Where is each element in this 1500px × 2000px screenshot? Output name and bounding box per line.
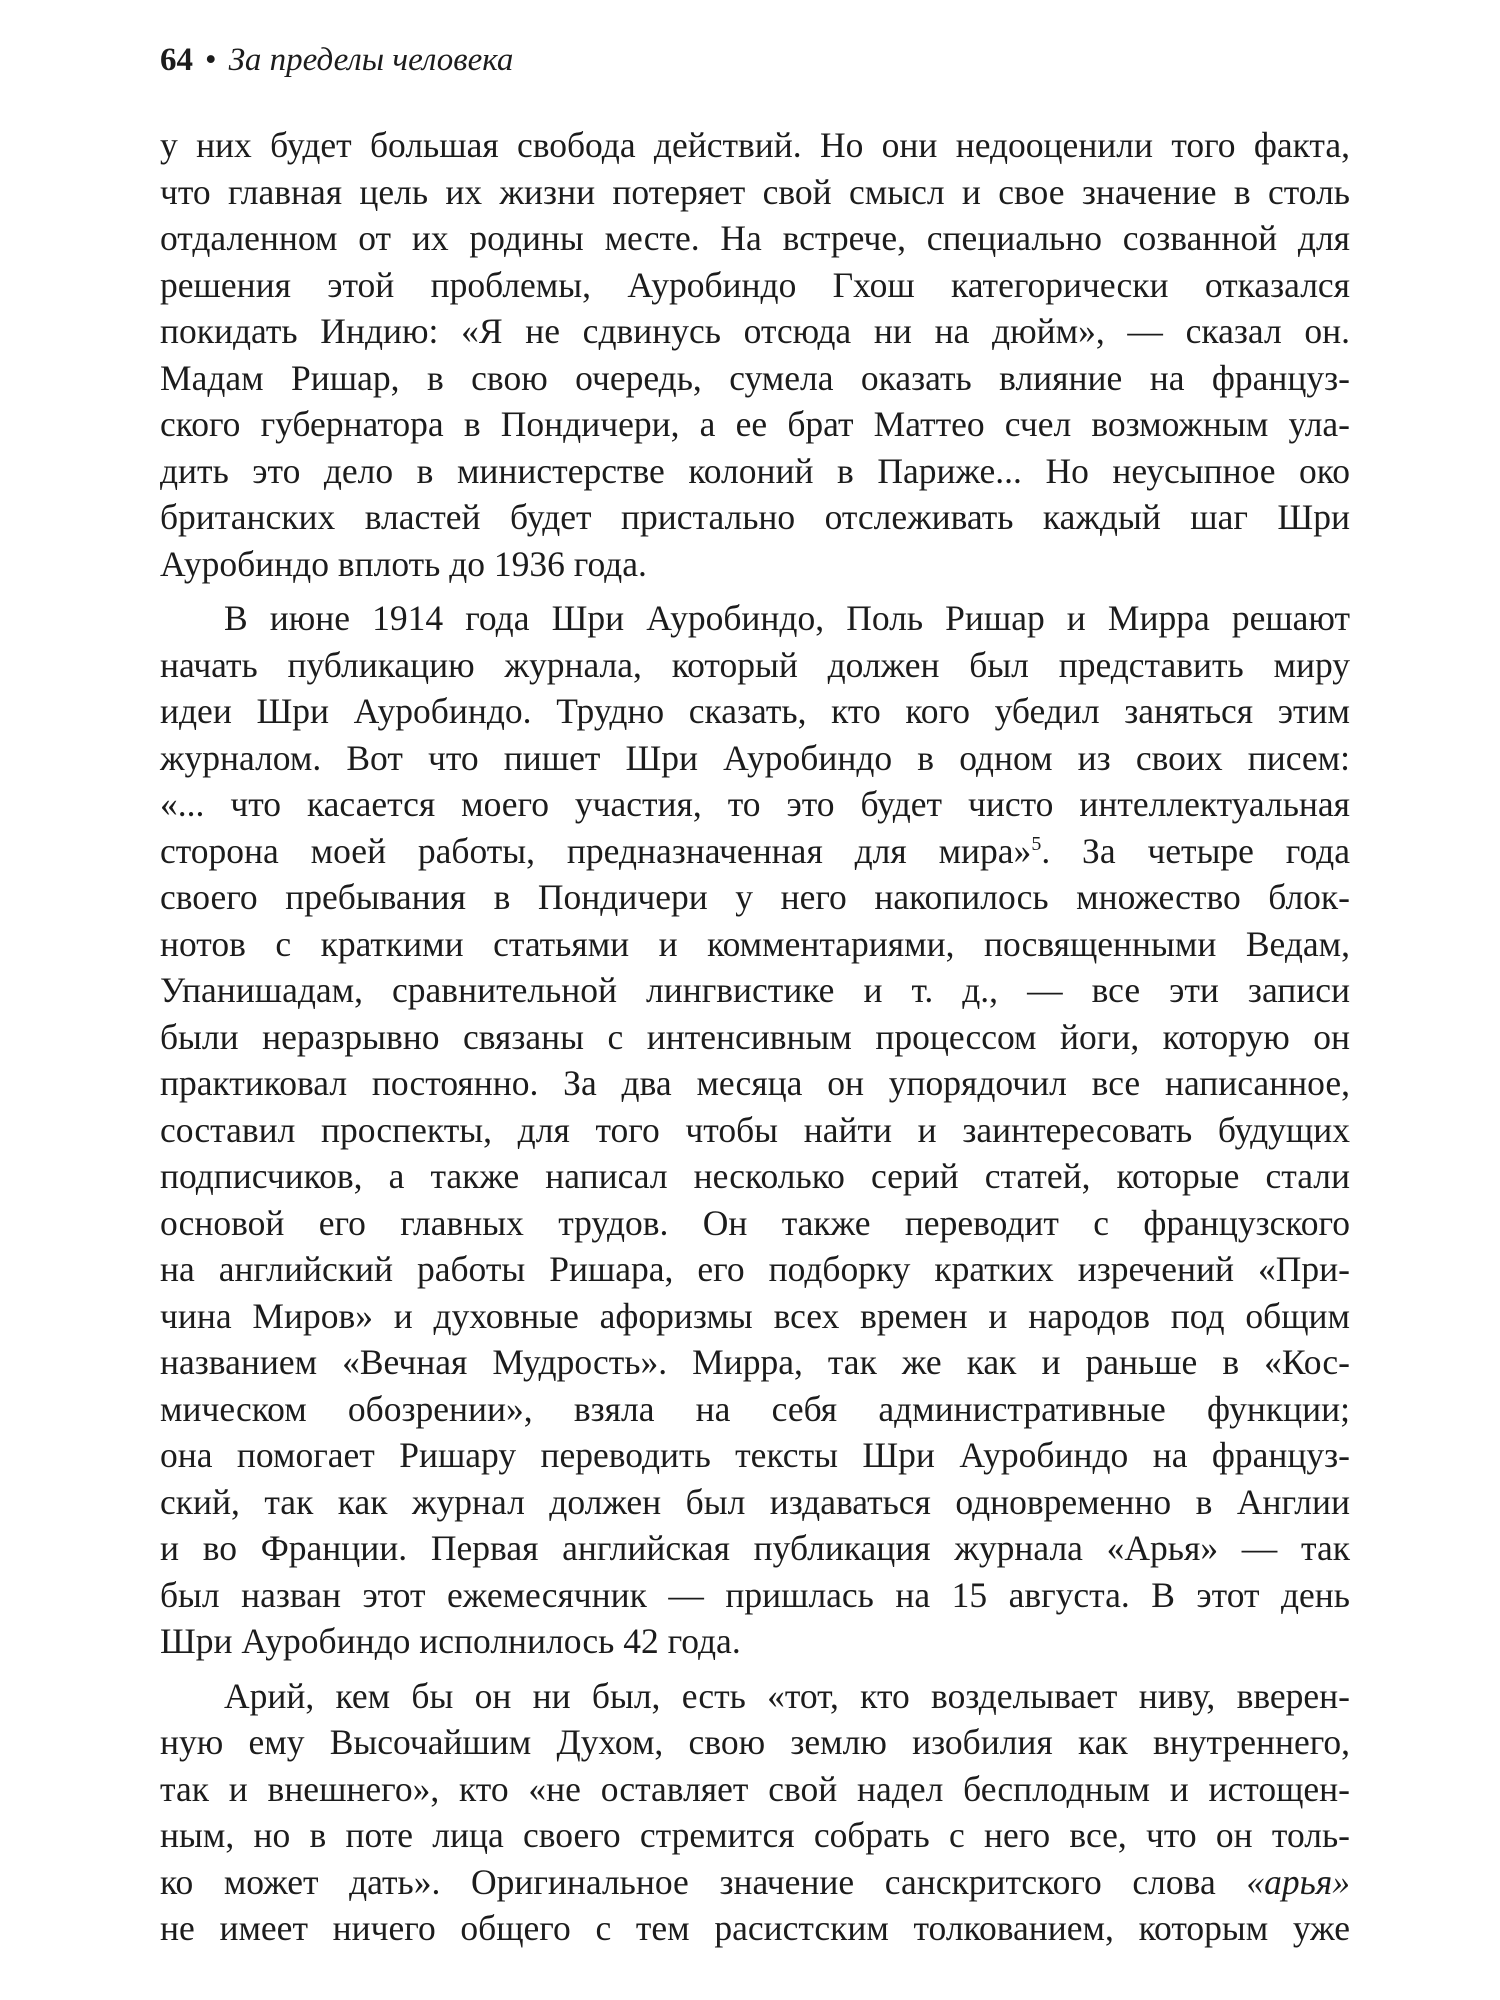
text-line: названием «Вечная Мудрость». Мирра, так же как и раньше в «Кос- [160,1342,1350,1382]
text-line: решения этой проблемы, Ауробиндо Гхош категорически отказался [160,264,1350,305]
footnote-marker: 5 [1031,832,1042,855]
text-line: отдаленном от их родины месте. На встрече, специально созванной для [160,218,1350,258]
text-line: идеи Шри Ауробиндо. Трудно сказать, кто кого убедил заняться этим [160,691,1350,731]
text-line: журналом. Вот что пишет Шри Ауробиндо в одном из своих писем: [160,737,1350,778]
italic-term: «арья» [1246,1861,1350,1902]
text-line: не имеет ничего общего с тем расистским толкованием, которым уже [160,1908,1350,1948]
text-segment: сторона моей работы, предназначенная для мира» [160,830,1032,871]
paragraph-2 [160,595,1350,1665]
body-text [160,122,1350,1952]
text-line: ным, но в поте лица своего стремится собрать с него все, что он толь- [160,1815,1350,1855]
text-line: чина Миров» и духовные афоризмы всех времен и народов под общим [160,1295,1350,1336]
text-line: В июне 1914 года Шри Ауробиндо, Поль Ришар и Мирра решают [224,598,1350,638]
text-line: ский, так как журнал должен был издаваться одновременно в Англии [160,1481,1350,1522]
text-segment: . За четыре года [1041,830,1351,871]
text-line: Шри Ауробиндо исполнилось 42 года. [160,1621,741,1661]
text-line: ского губернатора в Пондичери, а ее брат Маттео счел возможным ула- [160,404,1350,444]
text-line: Арий, кем бы он ни был, есть «тот, кто возделывает ниву, вверен- [224,1675,1350,1716]
text-line: у них будет большая свобода действий. Но они недооценили того факта, [160,125,1350,165]
text-line: подписчиков, а также написал несколько серий статей, которые стали [160,1156,1350,1196]
text-line: были неразрывно связаны с интенсивным процессом йоги, которую он [160,1016,1350,1057]
text-line: Мадам Ришар, в свою очередь, сумела оказать влияние на француз- [160,357,1350,398]
text-line: на английский работы Ришара, его подборку кратких изречений «При- [160,1249,1350,1289]
text-line-with-italic [160,1859,1350,1906]
text-line-with-footnote [160,828,1350,875]
text-line: основой его главных трудов. Он также переводит с французского [160,1202,1350,1243]
text-line: и во Франции. Первая английская публикация журнала «Арья» — так [160,1528,1350,1568]
running-head [160,40,1350,80]
text-line: британских властей будет пристально отслеживать каждый шаг Шри [160,497,1350,537]
section-title: За пределы человека [228,42,514,78]
text-line: Ауробиндо вплоть до 1936 года. [160,543,647,584]
text-line: своего пребывания в Пондичери у него накопилось множество блок- [160,877,1350,917]
text-line: практиковал постоянно. За два месяца он упорядочил все написанное, [160,1063,1350,1103]
text-line: ную ему Высочайшим Духом, свою землю изобилия как внутреннего, [160,1722,1350,1762]
page-number: 64 [160,42,193,78]
text-line: «... что касается моего участия, то это будет чисто интеллектуальная [160,784,1350,824]
text-line: нотов с краткими статьями и комментариями, посвященными Ведам, [160,923,1350,964]
paragraph-1 [160,122,1350,587]
text-line: покидать Индию: «Я не сдвинусь отсюда ни на дюйм», — сказал он. [160,311,1350,351]
paragraph-3 [160,1673,1350,1952]
text-line: составил проспекты, для того чтобы найти и заинтересовать будущих [160,1109,1350,1150]
text-line: Упанишадам, сравнительной лингвистике и т. д., — все эти записи [160,970,1350,1010]
text-segment: ко может дать». Оригинальное значение санскритского слова [160,1861,1247,1902]
text-line: что главная цель их жизни потеряет свой смысл и свое значение в столь [160,171,1350,212]
text-line: мическом обозрении», взяла на себя административные функции; [160,1388,1350,1429]
text-line: был назван этот ежемесячник — пришлась на 15 августа. В этот день [160,1574,1350,1615]
text-line: начать публикацию журнала, который должен был представить миру [160,644,1350,685]
text-line: так и внешнего», кто «не оставляет свой надел бесплодным и истощен- [160,1768,1350,1809]
header-separator: • [205,42,217,78]
book-page [160,40,1350,1952]
text-line: она помогает Ришару переводить тексты Шри Ауробиндо на француз- [160,1435,1350,1475]
text-line: дить это дело в министерстве колоний в Париже... Но неусыпное око [160,450,1350,491]
